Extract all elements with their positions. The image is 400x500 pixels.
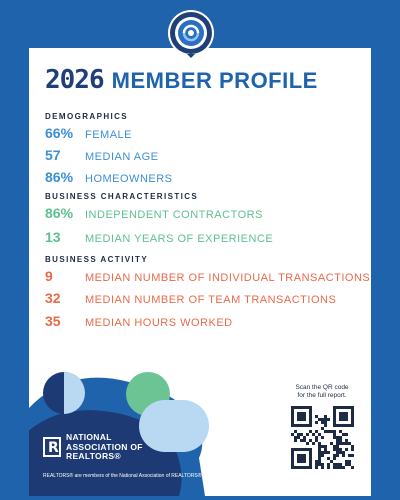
seal-emblem-icon: [166, 8, 216, 58]
section-heading-business-activity: BUSINESS ACTIVITY: [45, 255, 149, 264]
stat-value: 86%: [45, 205, 74, 221]
stat-label: MEDIAN HOURS WORKED: [85, 317, 233, 329]
qr-code-icon[interactable]: [291, 406, 354, 469]
profile-card: [29, 48, 371, 496]
realtor-r-logo-icon: R: [43, 437, 61, 457]
stat-label: MEDIAN NUMBER OF TEAM TRANSACTIONS: [85, 294, 337, 306]
nar-logo-block: [43, 433, 143, 462]
stat-label: INDEPENDENT CONTRACTORS: [85, 209, 263, 221]
footer-disclaimer: REALTORS® are members of the National Association of REALTORS®.: [43, 473, 203, 479]
stat-value: 57: [45, 147, 61, 163]
title-year: 2026: [45, 65, 104, 95]
title-text: MEMBER PROFILE: [111, 68, 318, 93]
organization-name: NATIONAL ASSOCIATION OF REALTORS®: [66, 432, 143, 461]
stat-label: MEDIAN YEARS OF EXPERIENCE: [85, 233, 274, 245]
stat-value: 66%: [45, 125, 74, 141]
stat-label: MEDIAN NUMBER OF INDIVIDUAL TRANSACTIONS: [85, 272, 371, 284]
stat-label: FEMALE: [85, 129, 133, 141]
stat-value: 35: [45, 313, 61, 329]
section-heading-demographics: DEMOGRAPHICS: [45, 112, 129, 121]
stat-label: MEDIAN AGE: [85, 151, 159, 163]
stat-value: 9: [45, 268, 53, 284]
stat-value: 32: [45, 290, 61, 306]
section-heading-business-characteristics: BUSINESS CHARACTERISTICS: [45, 192, 199, 201]
stat-value: 13: [45, 229, 61, 245]
stat-value: 86%: [45, 169, 74, 185]
stat-label: HOMEOWNERS: [85, 173, 173, 185]
qr-caption: Scan the QR code for the full report.: [295, 384, 349, 399]
